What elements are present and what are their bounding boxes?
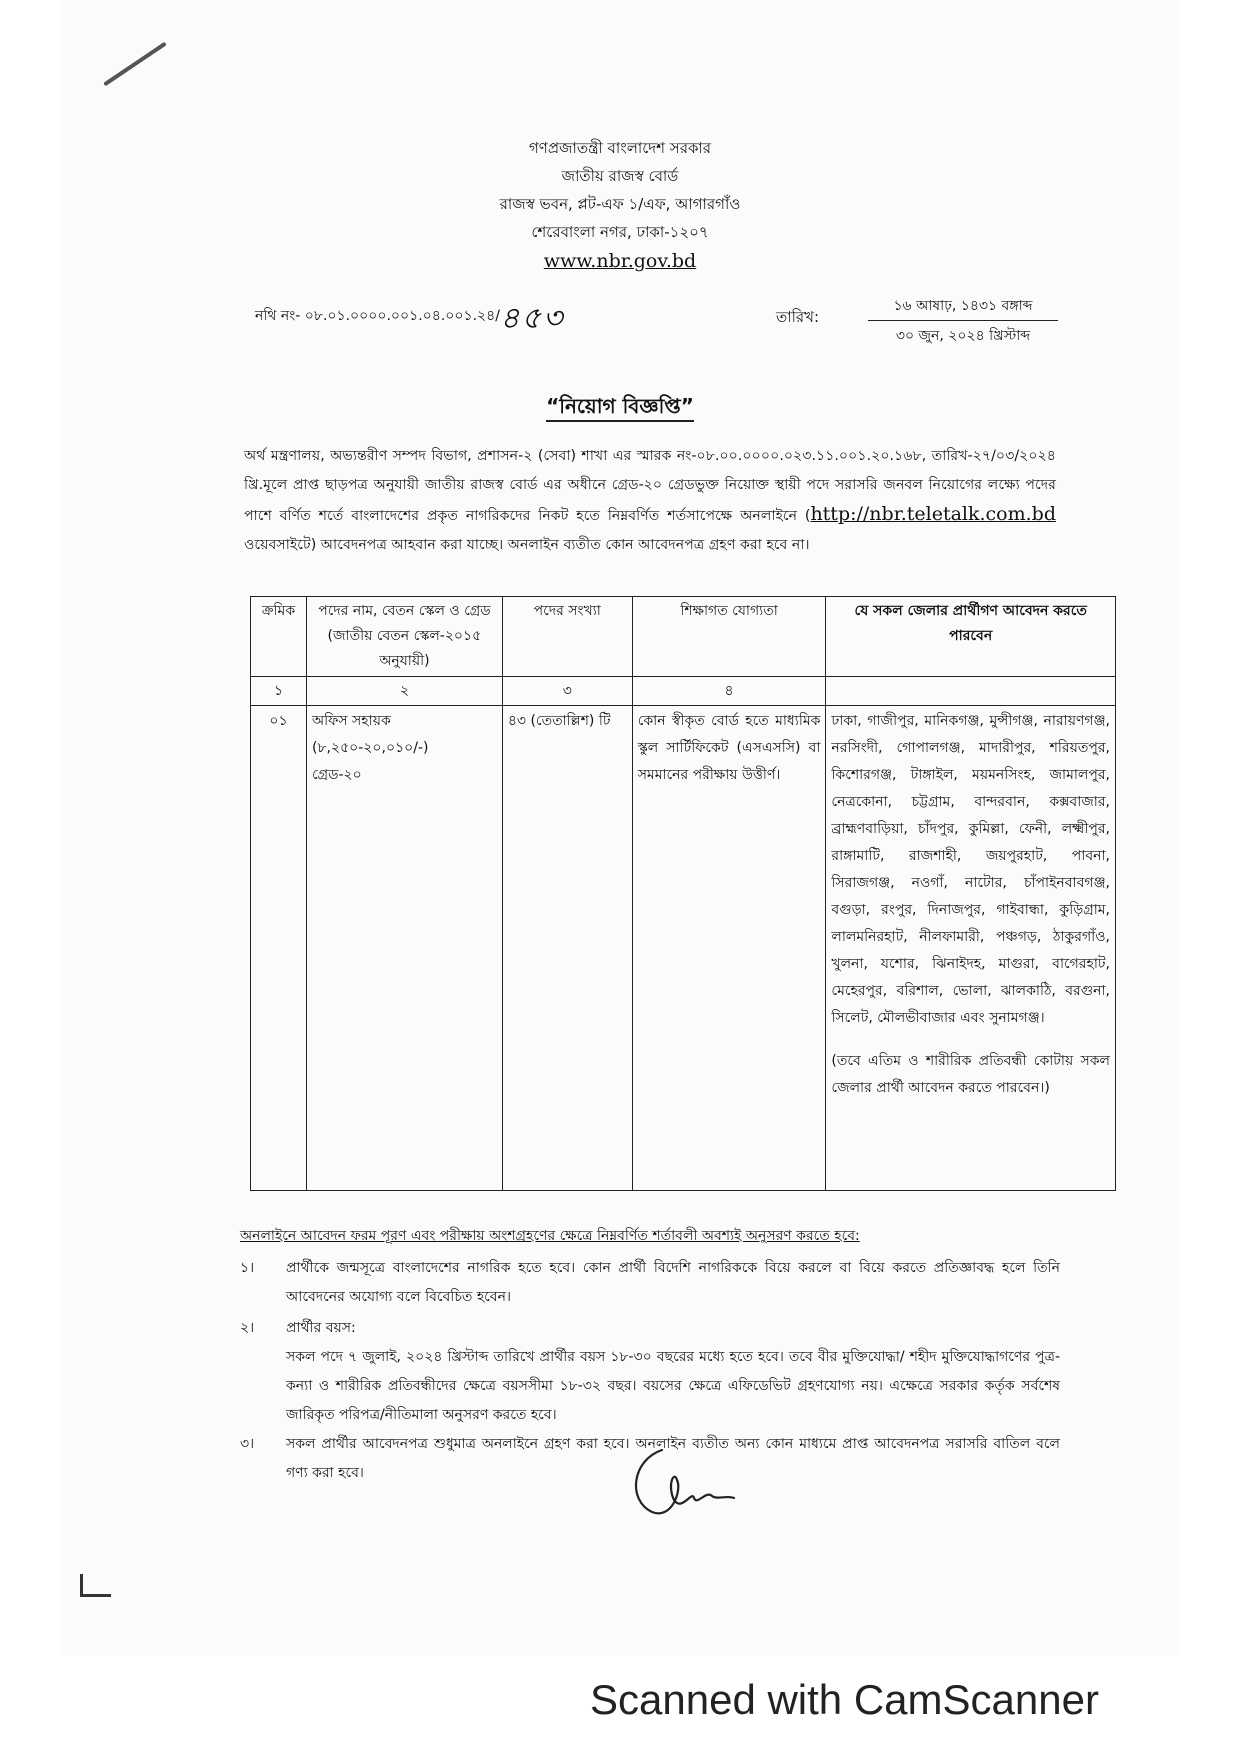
date-label: তারিখ: (776, 308, 820, 326)
row-education: কোন স্বীকৃত বোর্ড হতে মাধ্যমিক স্কুল সার্টিফিকেট (এসএসসি) বা সমমানের পরীক্ষায় উত্তীর্ণ। (632, 706, 826, 1191)
handwritten-memo-number: ৪৫৩ (500, 301, 565, 336)
signature (622, 1440, 742, 1530)
condition-number: ৩। (240, 1436, 255, 1452)
condition-text: প্রার্থীকে জন্মসূত্রে বাংলাদেশের নাগরিক হতে হবে। কোন প্রার্থী বিদেশি নাগরিককে বিয়ে করলে বা বিয়ে করতে প্রতিজ্ঞাবদ্ধ হলে তিনি আবেদনের অযোগ্য বলে বিবেচিত হবেন। (286, 1260, 1060, 1305)
condition-item (240, 1314, 1060, 1430)
row-post (306, 706, 502, 1191)
condition-item (240, 1254, 1060, 1312)
row-serial: ০১ (251, 706, 307, 1191)
letterhead (0, 134, 1240, 276)
table-row (251, 706, 1116, 1191)
website-link[interactable]: www.nbr.gov.bd (543, 250, 697, 272)
header-districts: যে সকল জেলার প্রার্থীগণ আবেদন করতে পারবেন (826, 597, 1116, 677)
memo-number: নথি নং- ০৮.০১.০০০০.০০১.০৪.০০১.২৪/ (255, 308, 500, 324)
address-line-1: রাজস্ব ভবন, প্লট-এফ ১/এফ, আগারগাঁও (499, 195, 741, 213)
teletalk-link[interactable]: http://nbr.teletalk.com.bd (810, 503, 1056, 525)
district-list: ঢাকা, গাজীপুর, মানিকগঞ্জ, মুন্সীগঞ্জ, নারায়ণগঞ্জ, নরসিংদী, গোপালগঞ্জ, মাদারীপুর, শরিয়তপুর, কিশোরগঞ্জ, টাঙ্গাইল, ময়মনসিংহ, জামালপুর, নেত্রকোনা, চট্টগ্রাম, বান্দরবান, কক্সবাজার, ব্রাহ্মণবাড়িয়া, চাঁদপুর, কুমিল্লা, ফেনী, লক্ষ্মীপুর, রাঙ্গামাটি, রাজশাহী, জয়পুরহাট, পাবনা, সিরাজগঞ্জ, নওগাঁ, নাটোর, চাঁপাইনবাবগঞ্জ, বগুড়া, রংপুর, দিনাজপুর, গাইবান্ধা, কুড়িগ্রাম, লালমনিরহাট, নীলফামারী, পঞ্চগড়, ঠাকুরগাঁও, খুলনা, যশোর, ঝিনাইদহ, মাগুরা, বাগেরহাট, মেহেরপুর, বরিশাল, ভোলা, ঝালকাঠি, বরগুনা, সিলেট, মৌলভীবাজার এবং সুনামগঞ্জ। (831, 713, 1110, 1026)
condition-title: প্রার্থীর বয়স: (286, 1320, 356, 1336)
notice-title-text: “নিয়োগ বিজ্ঞপ্তি” (546, 394, 694, 422)
header-education: শিক্ষাগত যোগ্যতা (632, 597, 826, 677)
row-count: ৪৩ (তেতাল্লিশ) টি (502, 706, 632, 1191)
grade: গ্রেড-২০ (311, 767, 362, 783)
column-number: ৩ (502, 677, 632, 706)
header-serial: ক্রমিক (251, 597, 307, 677)
address-line-2: শেরেবাংলা নগর, ঢাকা-১২০৭ (531, 223, 709, 241)
corner-mark (80, 1574, 111, 1597)
district-note: (তবে এতিম ও শারীরিক প্রতিবন্ধী কোটায় সকল জেলার প্রার্থী আবেদন করতে পারবেন।) (831, 1053, 1110, 1096)
intro-text-1: অর্থ মন্ত্রণালয়, অভ্যন্তরীণ সম্পদ বিভাগ, প্রশাসন-২ (সেবা) শাখা এর স্মারক নং-০৮.০০.০০০০.০২৩.১১.০০১.২০.১৬৮, তারিখ-২৭/০৩/২০২৪ খ্রি.মূলে প্রাপ্ত ছাড়পত্র অনুযায়ী জাতীয় রাজস্ব বোর্ড এর অধীনে গ্রেড-২০ গ্রেডভুক্ত নিয়োক্ত স্থায়ী পদে সরাসরি জনবল নিয়োগের লক্ষ্যে পদের পাশে বর্ণিত শর্তে বাংলাদেশের প্রকৃত নাগরিকদের নিকট হতে নিম্নবর্ণিত শর্তসাপেক্ষে অনলাইনে ( (244, 448, 1056, 524)
column-number: ৪ (632, 677, 826, 706)
header-count: পদের সংখ্যা (502, 597, 632, 677)
header-post: পদের নাম, বেতন স্কেল ও গ্রেড (জাতীয় বেতন স্কেল-২০১৫ অনুযায়ী) (306, 597, 502, 677)
posts-table (250, 596, 1116, 1191)
conditions-heading: অনলাইনে আবেদন ফরম পূরণ এবং পরীক্ষায় অংশগ্রহণের ক্ষেত্রে নিম্নবর্ণিত শর্তাবলী অবশ্যই অনুসরণ করতে হবে: (240, 1228, 860, 1244)
camscanner-watermark: Scanned with CamScanner (590, 1676, 1099, 1723)
condition-number: ১। (240, 1260, 255, 1276)
column-number: ২ (306, 677, 502, 706)
date-english: ৩০ জুন, ২০২৪ খ্রিস্টাব্দ (895, 328, 1031, 344)
condition-number: ২। (240, 1320, 255, 1336)
row-districts (826, 706, 1116, 1191)
column-number: ১ (251, 677, 307, 706)
column-number-row (251, 677, 1116, 706)
intro-paragraph (244, 442, 1056, 560)
condition-text: সকল পদে ৭ জুলাই, ২০২৪ খ্রিস্টাব্দ তারিখে প্রার্থীর বয়স ১৮-৩০ বছরের মধ্যে হতে হবে। তবে বীর মুক্তিযোদ্ধা/ শহীদ মুক্তিযোদ্ধাগণের পুত্র-কন্যা ও শারীরিক প্রতিবন্ধীদের ক্ষেত্রে বয়সসীমা ১৮-৩২ বছর। বয়সের ক্ষেত্রে এফিডেভিট গ্রহণযোগ্য নয়। এক্ষেত্রে সরকার কর্তৃক সর্বশেষ জারিকৃত পরিপত্র/নীতিমালা অনুসরণ করতে হবে। (286, 1349, 1060, 1423)
board-name: জাতীয় রাজস্ব বোর্ড (561, 167, 679, 185)
intro-text-2: ওয়েবসাইটে) আবেদনপত্র আহবান করা যাচ্ছে। অনলাইন ব্যতীত কোন আবেদনপত্র গ্রহণ করা হবে না। (244, 537, 810, 553)
notice-title (0, 392, 1240, 425)
column-number (826, 677, 1116, 706)
table-header-row (251, 597, 1116, 677)
govt-name: গণপ্রজাতন্ত্রী বাংলাদেশ সরকার (528, 139, 712, 157)
date-block (868, 292, 1058, 351)
date-bangla: ১৬ আষাঢ়, ১৪৩১ বঙ্গাব্দ (868, 292, 1058, 321)
condition-text: সকল প্রার্থীর আবেদনপত্র শুধুমাত্র অনলাইনে গ্রহণ করা হবে। অনলাইন ব্যতীত অন্য কোন মাধ্যমে প্রাপ্ত আবেদনপত্র সরাসরি বাতিল বলে গণ্য করা হবে। (286, 1436, 1060, 1481)
pay-scale: (৮,২৫০-২০,০১০/-) (311, 740, 429, 756)
post-name: অফিস সহায়ক (311, 713, 391, 729)
